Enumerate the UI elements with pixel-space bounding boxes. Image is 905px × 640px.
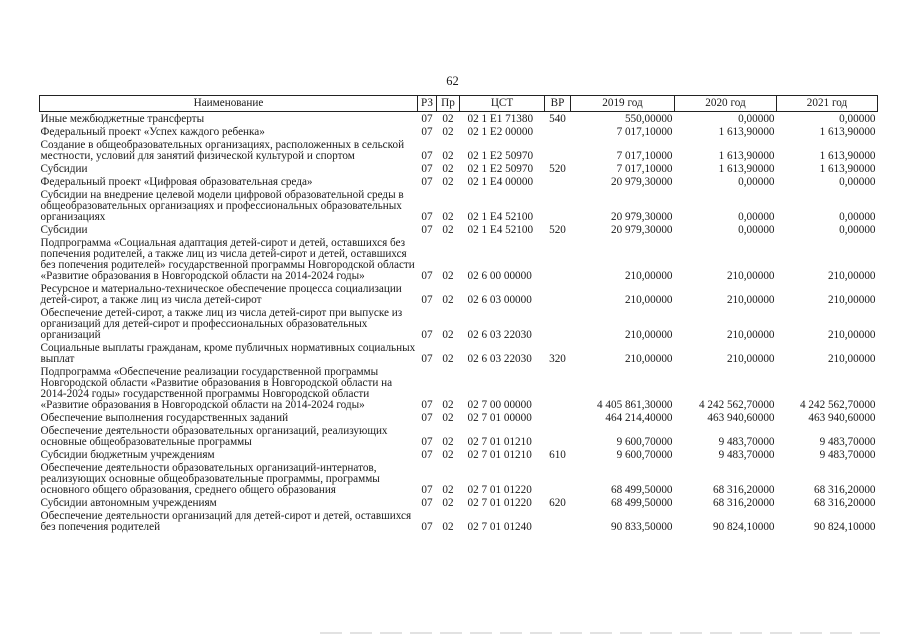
row-name: Обеспечение детей-сирот, а также лиц из числа детей-сирот при выпуске из организаций для детей-сирот и профессиональных образовательных организаций xyxy=(40,307,403,341)
row-vr xyxy=(545,175,571,188)
row-name: Федеральный проект «Цифровая образовательная среда» xyxy=(40,176,313,188)
row-vr: 320 xyxy=(549,353,566,365)
row-2019: 550,00000 xyxy=(624,113,673,125)
row-2021: 463 940,60000 xyxy=(808,412,876,424)
row-rz: 07 xyxy=(421,176,433,188)
row-2019: 464 214,40000 xyxy=(605,412,673,424)
row-2021: 210,00000 xyxy=(827,353,876,365)
row-vr xyxy=(545,236,571,282)
row-pr: 02 xyxy=(442,163,454,175)
row-2021: 1 613,90000 xyxy=(819,163,876,175)
row-2021: 90 824,10000 xyxy=(813,521,876,533)
row-cst: 02 7 01 01210 xyxy=(467,449,532,461)
header-name: Наименование xyxy=(40,96,418,112)
header-rz: РЗ xyxy=(418,96,437,112)
row-pr: 02 xyxy=(442,113,454,125)
row-2019: 68 499,50000 xyxy=(610,497,673,509)
row-vr xyxy=(545,138,571,162)
table-row xyxy=(40,125,878,138)
row-vr xyxy=(545,365,571,411)
row-cst: 02 7 01 01210 xyxy=(467,436,532,448)
row-pr: 02 xyxy=(442,329,454,341)
row-2021: 0,00000 xyxy=(839,224,876,236)
row-rz: 07 xyxy=(421,224,433,236)
row-2021: 68 316,20000 xyxy=(813,497,876,509)
table-row xyxy=(40,424,878,448)
row-pr: 02 xyxy=(442,126,454,138)
row-pr: 02 xyxy=(442,484,454,496)
row-rz: 07 xyxy=(421,126,433,138)
row-pr: 02 xyxy=(442,399,454,411)
row-name: Обеспечение выполнения государственных заданий xyxy=(40,412,289,424)
row-2021: 68 316,20000 xyxy=(813,484,876,496)
row-rz: 07 xyxy=(421,449,433,461)
row-rz: 07 xyxy=(421,329,433,341)
row-2020: 463 940,60000 xyxy=(707,412,775,424)
row-pr: 02 xyxy=(442,412,454,424)
row-cst: 02 6 03 00000 xyxy=(467,294,532,306)
row-pr: 02 xyxy=(442,436,454,448)
table-row xyxy=(40,411,878,424)
row-name: Субсидии xyxy=(40,163,88,175)
row-2020: 0,00000 xyxy=(738,211,775,223)
row-pr: 02 xyxy=(442,150,454,162)
row-2021: 9 483,70000 xyxy=(819,449,876,461)
row-2019: 9 600,70000 xyxy=(616,449,673,461)
row-name: Субсидии автономным учреждениям xyxy=(40,497,217,509)
row-rz: 07 xyxy=(421,113,433,125)
row-2021: 210,00000 xyxy=(827,294,876,306)
row-vr xyxy=(545,424,571,448)
row-rz: 07 xyxy=(421,294,433,306)
row-cst: 02 1 E4 00000 xyxy=(467,176,534,188)
row-cst: 02 1 E4 52100 xyxy=(467,224,534,236)
header-2020: 2020 год xyxy=(675,96,777,112)
row-2020: 0,00000 xyxy=(738,113,775,125)
row-cst: 02 6 03 22030 xyxy=(467,353,532,365)
row-rz: 07 xyxy=(421,412,433,424)
row-cst: 02 7 01 01220 xyxy=(467,484,532,496)
row-cst: 02 1 E2 00000 xyxy=(467,126,534,138)
row-2020: 90 824,10000 xyxy=(712,521,775,533)
row-rz: 07 xyxy=(421,497,433,509)
row-2020: 68 316,20000 xyxy=(712,497,775,509)
row-2021: 0,00000 xyxy=(839,176,876,188)
row-name: Подпрограмма «Обеспечение реализации государственной программы Новгородской области «Развитие образования в Новгородской области на 2014-2024 годы» государственной программы Новгородской области «Развитие образования в Новгородской области на 2014-2024 годы» xyxy=(40,366,393,411)
row-name: Субсидии xyxy=(40,224,88,236)
row-2020: 1 613,90000 xyxy=(718,163,775,175)
row-vr: 610 xyxy=(549,449,566,461)
row-pr: 02 xyxy=(442,176,454,188)
row-2019: 20 979,30000 xyxy=(610,211,673,223)
row-2021: 0,00000 xyxy=(839,211,876,223)
row-vr: 540 xyxy=(549,113,566,125)
row-2020: 210,00000 xyxy=(726,294,775,306)
row-2021: 0,00000 xyxy=(839,113,876,125)
row-cst: 02 1 E1 71380 xyxy=(467,113,534,125)
header-vr: ВР xyxy=(545,96,571,112)
row-name: Подпрограмма «Социальная адаптация детей-сирот и детей, оставшихся без попечения родителей, а также лиц из числа детей-сирот и детей, оставшихся без попечения родителей» государственной программы Новгородской области «Развитие образования в Новгородской области на 2014-2024 годы» xyxy=(40,237,415,282)
row-pr: 02 xyxy=(442,521,454,533)
row-vr xyxy=(545,188,571,223)
table-row xyxy=(40,282,878,306)
table-row xyxy=(40,306,878,341)
row-2020: 9 483,70000 xyxy=(718,449,775,461)
row-rz: 07 xyxy=(421,436,433,448)
row-cst: 02 7 01 01220 xyxy=(467,497,532,509)
row-name: Субсидии на внедрение целевой модели цифровой образовательной среды в общеобразовательных организациях и профессиональных образовательных организациях xyxy=(40,189,404,223)
row-2019: 7 017,10000 xyxy=(616,150,673,162)
row-rz: 07 xyxy=(421,211,433,223)
table-row xyxy=(40,112,878,126)
row-name: Федеральный проект «Успех каждого ребенка» xyxy=(40,126,265,138)
table-row xyxy=(40,223,878,236)
row-2020: 68 316,20000 xyxy=(712,484,775,496)
row-rz: 07 xyxy=(421,353,433,365)
row-vr xyxy=(545,125,571,138)
table-row xyxy=(40,448,878,461)
row-2019: 20 979,30000 xyxy=(610,176,673,188)
row-rz: 07 xyxy=(421,150,433,162)
row-cst: 02 7 01 00000 xyxy=(467,412,532,424)
row-2021: 1 613,90000 xyxy=(819,126,876,138)
table-row xyxy=(40,175,878,188)
row-vr xyxy=(545,282,571,306)
row-name: Обеспечение деятельности образовательных организаций, реализующих основные общеобразовательные программы xyxy=(40,425,388,448)
row-2019: 210,00000 xyxy=(624,329,673,341)
table-row xyxy=(40,341,878,365)
table-row xyxy=(40,236,878,282)
row-cst: 02 1 E4 52100 xyxy=(467,211,534,223)
row-2020: 1 613,90000 xyxy=(718,126,775,138)
row-2020: 210,00000 xyxy=(726,329,775,341)
row-vr xyxy=(545,306,571,341)
row-2020: 210,00000 xyxy=(726,353,775,365)
row-pr: 02 xyxy=(442,270,454,282)
table-row xyxy=(40,138,878,162)
header-pr: Пр xyxy=(437,96,460,112)
row-cst: 02 7 00 00000 xyxy=(467,399,532,411)
row-2019: 20 979,30000 xyxy=(610,224,673,236)
row-name: Иные межбюджетные трансферты xyxy=(40,113,205,125)
header-2021: 2021 год xyxy=(777,96,878,112)
row-pr: 02 xyxy=(442,224,454,236)
row-name: Обеспечение деятельности образовательных организаций-интернатов, реализующих основные общеобразовательные программы, программы основного общего образования, среднего общего образования xyxy=(40,462,380,496)
page-number: 62 xyxy=(446,74,459,88)
row-2021: 1 613,90000 xyxy=(819,150,876,162)
row-cst: 02 1 E2 50970 xyxy=(467,163,534,175)
row-2019: 90 833,50000 xyxy=(610,521,673,533)
row-pr: 02 xyxy=(442,211,454,223)
row-name: Социальные выплаты гражданам, кроме публичных нормативных социальных выплат xyxy=(40,342,416,365)
row-cst: 02 6 00 00000 xyxy=(467,270,532,282)
row-name: Создание в общеобразовательных организациях, расположенных в сельской местности, условий для занятий физической культурой и спортом xyxy=(40,139,405,162)
row-2020: 4 242 562,70000 xyxy=(698,399,775,411)
row-cst: 02 7 01 01240 xyxy=(467,521,532,533)
table-row xyxy=(40,509,878,533)
table-row xyxy=(40,496,878,509)
row-rz: 07 xyxy=(421,399,433,411)
row-2020: 9 483,70000 xyxy=(718,436,775,448)
row-cst: 02 6 03 22030 xyxy=(467,329,532,341)
row-cst: 02 1 E2 50970 xyxy=(467,150,534,162)
row-name: Субсидии бюджетным учреждениям xyxy=(40,449,215,461)
row-pr: 02 xyxy=(442,449,454,461)
row-2019: 210,00000 xyxy=(624,270,673,282)
header-cst: ЦСТ xyxy=(460,96,545,112)
row-2019: 7 017,10000 xyxy=(616,126,673,138)
table-row xyxy=(40,365,878,411)
row-2020: 0,00000 xyxy=(738,224,775,236)
row-2021: 210,00000 xyxy=(827,270,876,282)
table-row xyxy=(40,188,878,223)
row-rz: 07 xyxy=(421,163,433,175)
table-header-row xyxy=(40,96,878,112)
row-vr xyxy=(545,509,571,533)
row-name: Ресурсное и материально-техническое обеспечение процесса социализации детей-сирот, а также лиц из числа детей-сирот xyxy=(40,283,402,306)
row-2020: 0,00000 xyxy=(738,176,775,188)
row-2019: 68 499,50000 xyxy=(610,484,673,496)
row-rz: 07 xyxy=(421,521,433,533)
row-vr xyxy=(545,461,571,496)
row-2019: 7 017,10000 xyxy=(616,163,673,175)
row-2021: 210,00000 xyxy=(827,329,876,341)
row-vr: 520 xyxy=(549,163,566,175)
row-pr: 02 xyxy=(442,353,454,365)
row-vr xyxy=(545,411,571,424)
row-vr: 520 xyxy=(549,224,566,236)
budget-table xyxy=(39,95,878,533)
row-2020: 210,00000 xyxy=(726,270,775,282)
table-row xyxy=(40,461,878,496)
row-name: Обеспечение деятельности организаций для детей-сирот и детей, оставшихся без попечения родителей xyxy=(40,510,412,533)
row-pr: 02 xyxy=(442,497,454,509)
row-2021: 9 483,70000 xyxy=(819,436,876,448)
row-pr: 02 xyxy=(442,294,454,306)
row-2021: 4 242 562,70000 xyxy=(799,399,876,411)
row-2019: 4 405 861,30000 xyxy=(596,399,673,411)
table-row xyxy=(40,162,878,175)
scan-artifact xyxy=(320,632,880,634)
row-2019: 210,00000 xyxy=(624,353,673,365)
row-2019: 9 600,70000 xyxy=(616,436,673,448)
row-rz: 07 xyxy=(421,270,433,282)
row-vr: 620 xyxy=(549,497,566,509)
row-rz: 07 xyxy=(421,484,433,496)
row-2019: 210,00000 xyxy=(624,294,673,306)
row-2020: 1 613,90000 xyxy=(718,150,775,162)
header-2019: 2019 год xyxy=(571,96,675,112)
